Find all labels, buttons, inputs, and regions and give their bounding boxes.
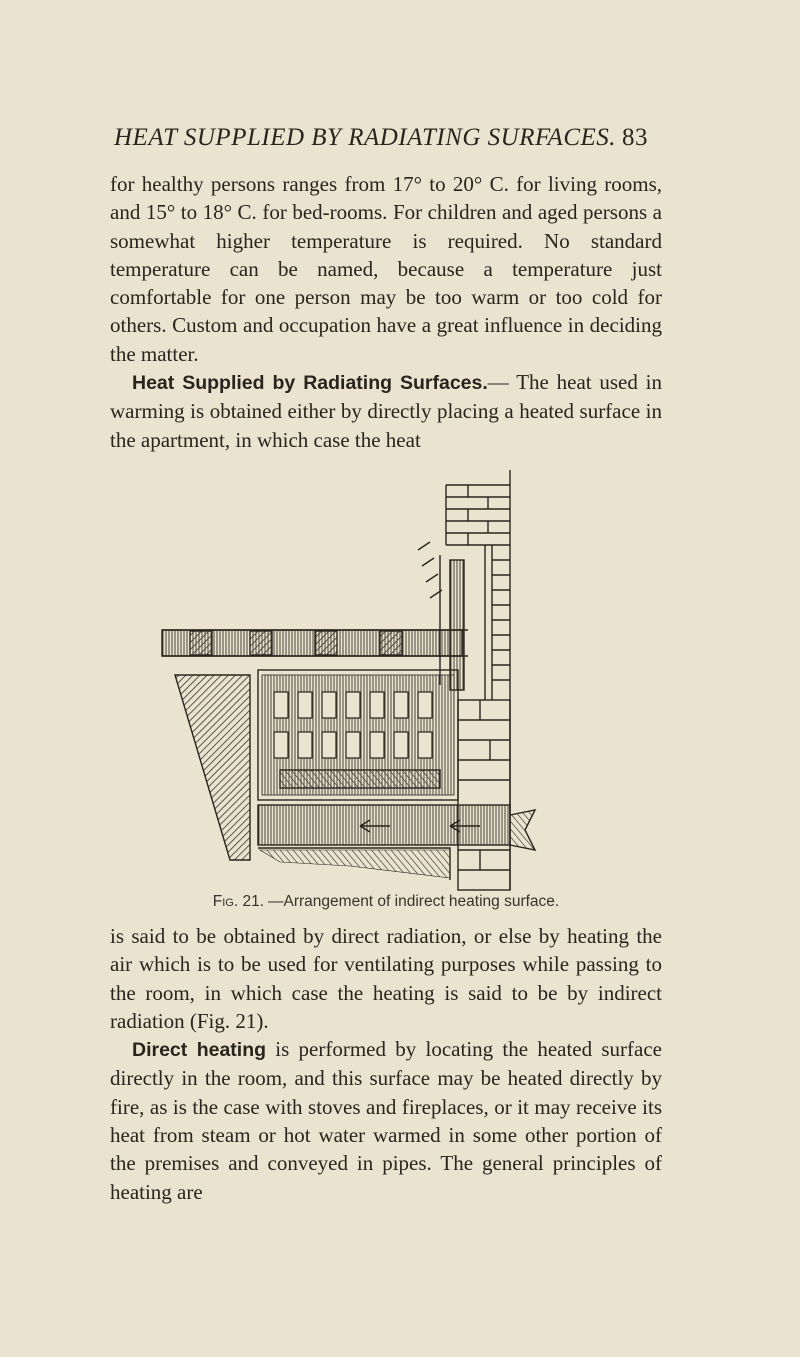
running-title: HEAT SUPPLIED BY RADIATING SURFACES. (114, 124, 617, 151)
paragraph-direct-heating (110, 1035, 662, 1206)
section-heading-radiating: Heat Supplied by Radiating Surfaces. (132, 372, 488, 395)
text-block-bottom (110, 922, 662, 1206)
figure-indirect-heating (150, 470, 570, 895)
page-number: 83 (622, 124, 649, 151)
text-block-top (110, 170, 662, 454)
brick-courses (446, 485, 510, 545)
paragraph-radiating-surfaces (110, 368, 662, 454)
section-heading-direct: Direct heating (132, 1039, 267, 1062)
figure-caption (110, 893, 662, 911)
paragraph-temperature: for healthy persons ranges from 17° to 20° C. for living rooms, and 15° to 18° C. for bed-rooms. For children and aged persons a somewhat higher temperature is required. No standard temperature can be named, because a temperature just comfortable for one person may be too warm or too cold for others. Custom and occupation have a great influence in deciding the matter. (110, 172, 662, 366)
paragraph-direct-body: is performed by locating the heated surface directly in the room, and this surface may be heated directly by fire, as is the case with stoves and fireplaces, or it may receive its heat from steam or hot water warmed in some other portion of the premises and conveyed in pipes. The general principles of heating are (110, 1037, 662, 1204)
paragraph-radiating-body: — The heat used in warming is obtained either by directly placing a heated surface in the apartment, in which case the heat (110, 370, 662, 452)
paragraph-indirect-radiation: is said to be obtained by direct radiation, or else by heating the air which is to be used for ventilating purposes while passing to the room, in which case the heating is said to be by indirect radiation (Fig. 21). (110, 924, 662, 1033)
figure-label: Fig. 21. (212, 893, 265, 910)
running-header (114, 124, 649, 164)
figure-caption-text: —Arrangement of indirect heating surface. (268, 893, 560, 910)
